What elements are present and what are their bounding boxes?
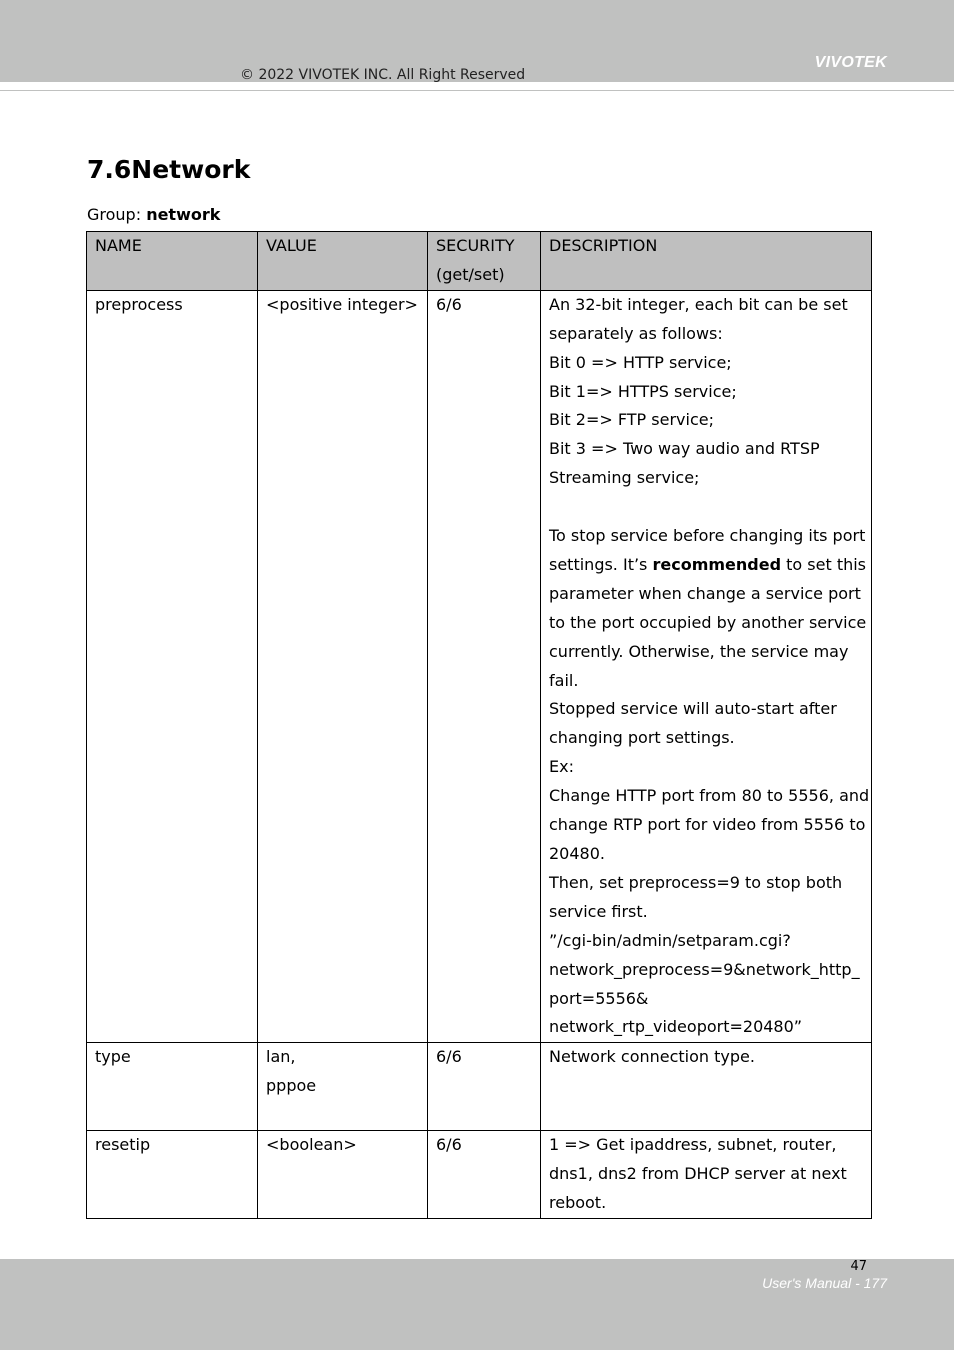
cell-value	[258, 1043, 428, 1131]
section-title: 7.6Network	[87, 155, 251, 184]
description-line: ”/cgi-bin/admin/setparam.cgi?	[549, 930, 791, 950]
cell-value: <boolean>	[258, 1131, 428, 1219]
header-security-line: SECURITY	[436, 236, 515, 255]
description-blank-line	[549, 493, 863, 522]
group-label: Group:	[87, 205, 147, 224]
description-emphasis: recommended	[652, 554, 782, 574]
description-line: fail.	[549, 670, 579, 690]
description-line: Change HTTP port from 80 to 5556, and	[549, 786, 870, 806]
parameter-table	[86, 231, 872, 1219]
description-line: network_rtp_videoport=20480”	[549, 1017, 803, 1037]
description-line: network_preprocess=9&network_http_	[549, 959, 860, 979]
table-row	[87, 290, 872, 1043]
copyright-text: © 2022 VIVOTEK INC. All Right Reserved	[240, 67, 526, 83]
brand-logo-text: VIVOTEK	[814, 54, 887, 71]
description-fragment: to set this	[781, 554, 867, 574]
description-line: changing port settings.	[549, 728, 735, 748]
description-line: Bit 3 => Two way audio and RTSP	[549, 439, 820, 459]
description-line: to the port occupied by another service	[549, 612, 867, 632]
cell-value: <positive integer>	[258, 290, 428, 1043]
manual-page-label: User's Manual - 177	[762, 1275, 887, 1291]
description-line: Ex:	[549, 757, 574, 777]
description-line: currently. Otherwise, the service may	[549, 641, 849, 661]
page-number: 47	[850, 1259, 867, 1274]
value-line: pppoe	[266, 1076, 317, 1096]
description-fragment: settings. It’s	[549, 554, 653, 574]
header-name: NAME	[87, 232, 258, 291]
description-line: parameter when change a service port	[549, 583, 861, 603]
header-security	[428, 232, 541, 291]
description-line: port=5556&	[549, 988, 649, 1008]
header-security-line: (get/set)	[436, 264, 505, 284]
description-line: To stop service before changing its port	[549, 526, 866, 546]
cell-name: resetip	[87, 1131, 258, 1219]
cell-security: 6/6	[428, 1043, 541, 1131]
cell-description	[541, 1131, 872, 1219]
cell-security: 6/6	[428, 290, 541, 1043]
description-line: An 32-bit integer, each bit can be set	[549, 294, 848, 314]
cell-name: preprocess	[87, 290, 258, 1043]
group-line	[87, 205, 220, 224]
description-line: 1 => Get ipaddress, subnet, router,	[549, 1135, 837, 1155]
cell-name: type	[87, 1043, 258, 1131]
footer-band	[0, 1259, 954, 1350]
header-value: VALUE	[258, 232, 428, 291]
description-line: reboot.	[549, 1193, 607, 1213]
description-line: Then, set preprocess=9 to stop both	[549, 872, 843, 892]
header-divider	[0, 90, 954, 91]
cell-description: Network connection type.	[541, 1043, 872, 1131]
description-line: Bit 2=> FTP service;	[549, 410, 714, 430]
group-name: network	[146, 205, 221, 224]
description-line	[549, 551, 867, 580]
description-line: Bit 1=> HTTPS service;	[549, 381, 737, 401]
description-line: separately as follows:	[549, 323, 723, 343]
description-line: Bit 0 => HTTP service;	[549, 352, 732, 372]
description-line: Streaming service;	[549, 468, 700, 488]
description-line: Stopped service will auto-start after	[549, 699, 837, 719]
table-header-row	[87, 232, 872, 291]
description-line: service first.	[549, 901, 648, 921]
description-line: change RTP port for video from 5556 to	[549, 815, 866, 835]
table-row	[87, 1043, 872, 1131]
cell-security: 6/6	[428, 1131, 541, 1219]
description-line: dns1, dns2 from DHCP server at next	[549, 1164, 847, 1184]
table-row	[87, 1131, 872, 1219]
value-line: lan,	[266, 1047, 296, 1067]
description-line: 20480.	[549, 844, 605, 864]
header-description: DESCRIPTION	[541, 232, 872, 291]
cell-description	[541, 290, 872, 1043]
